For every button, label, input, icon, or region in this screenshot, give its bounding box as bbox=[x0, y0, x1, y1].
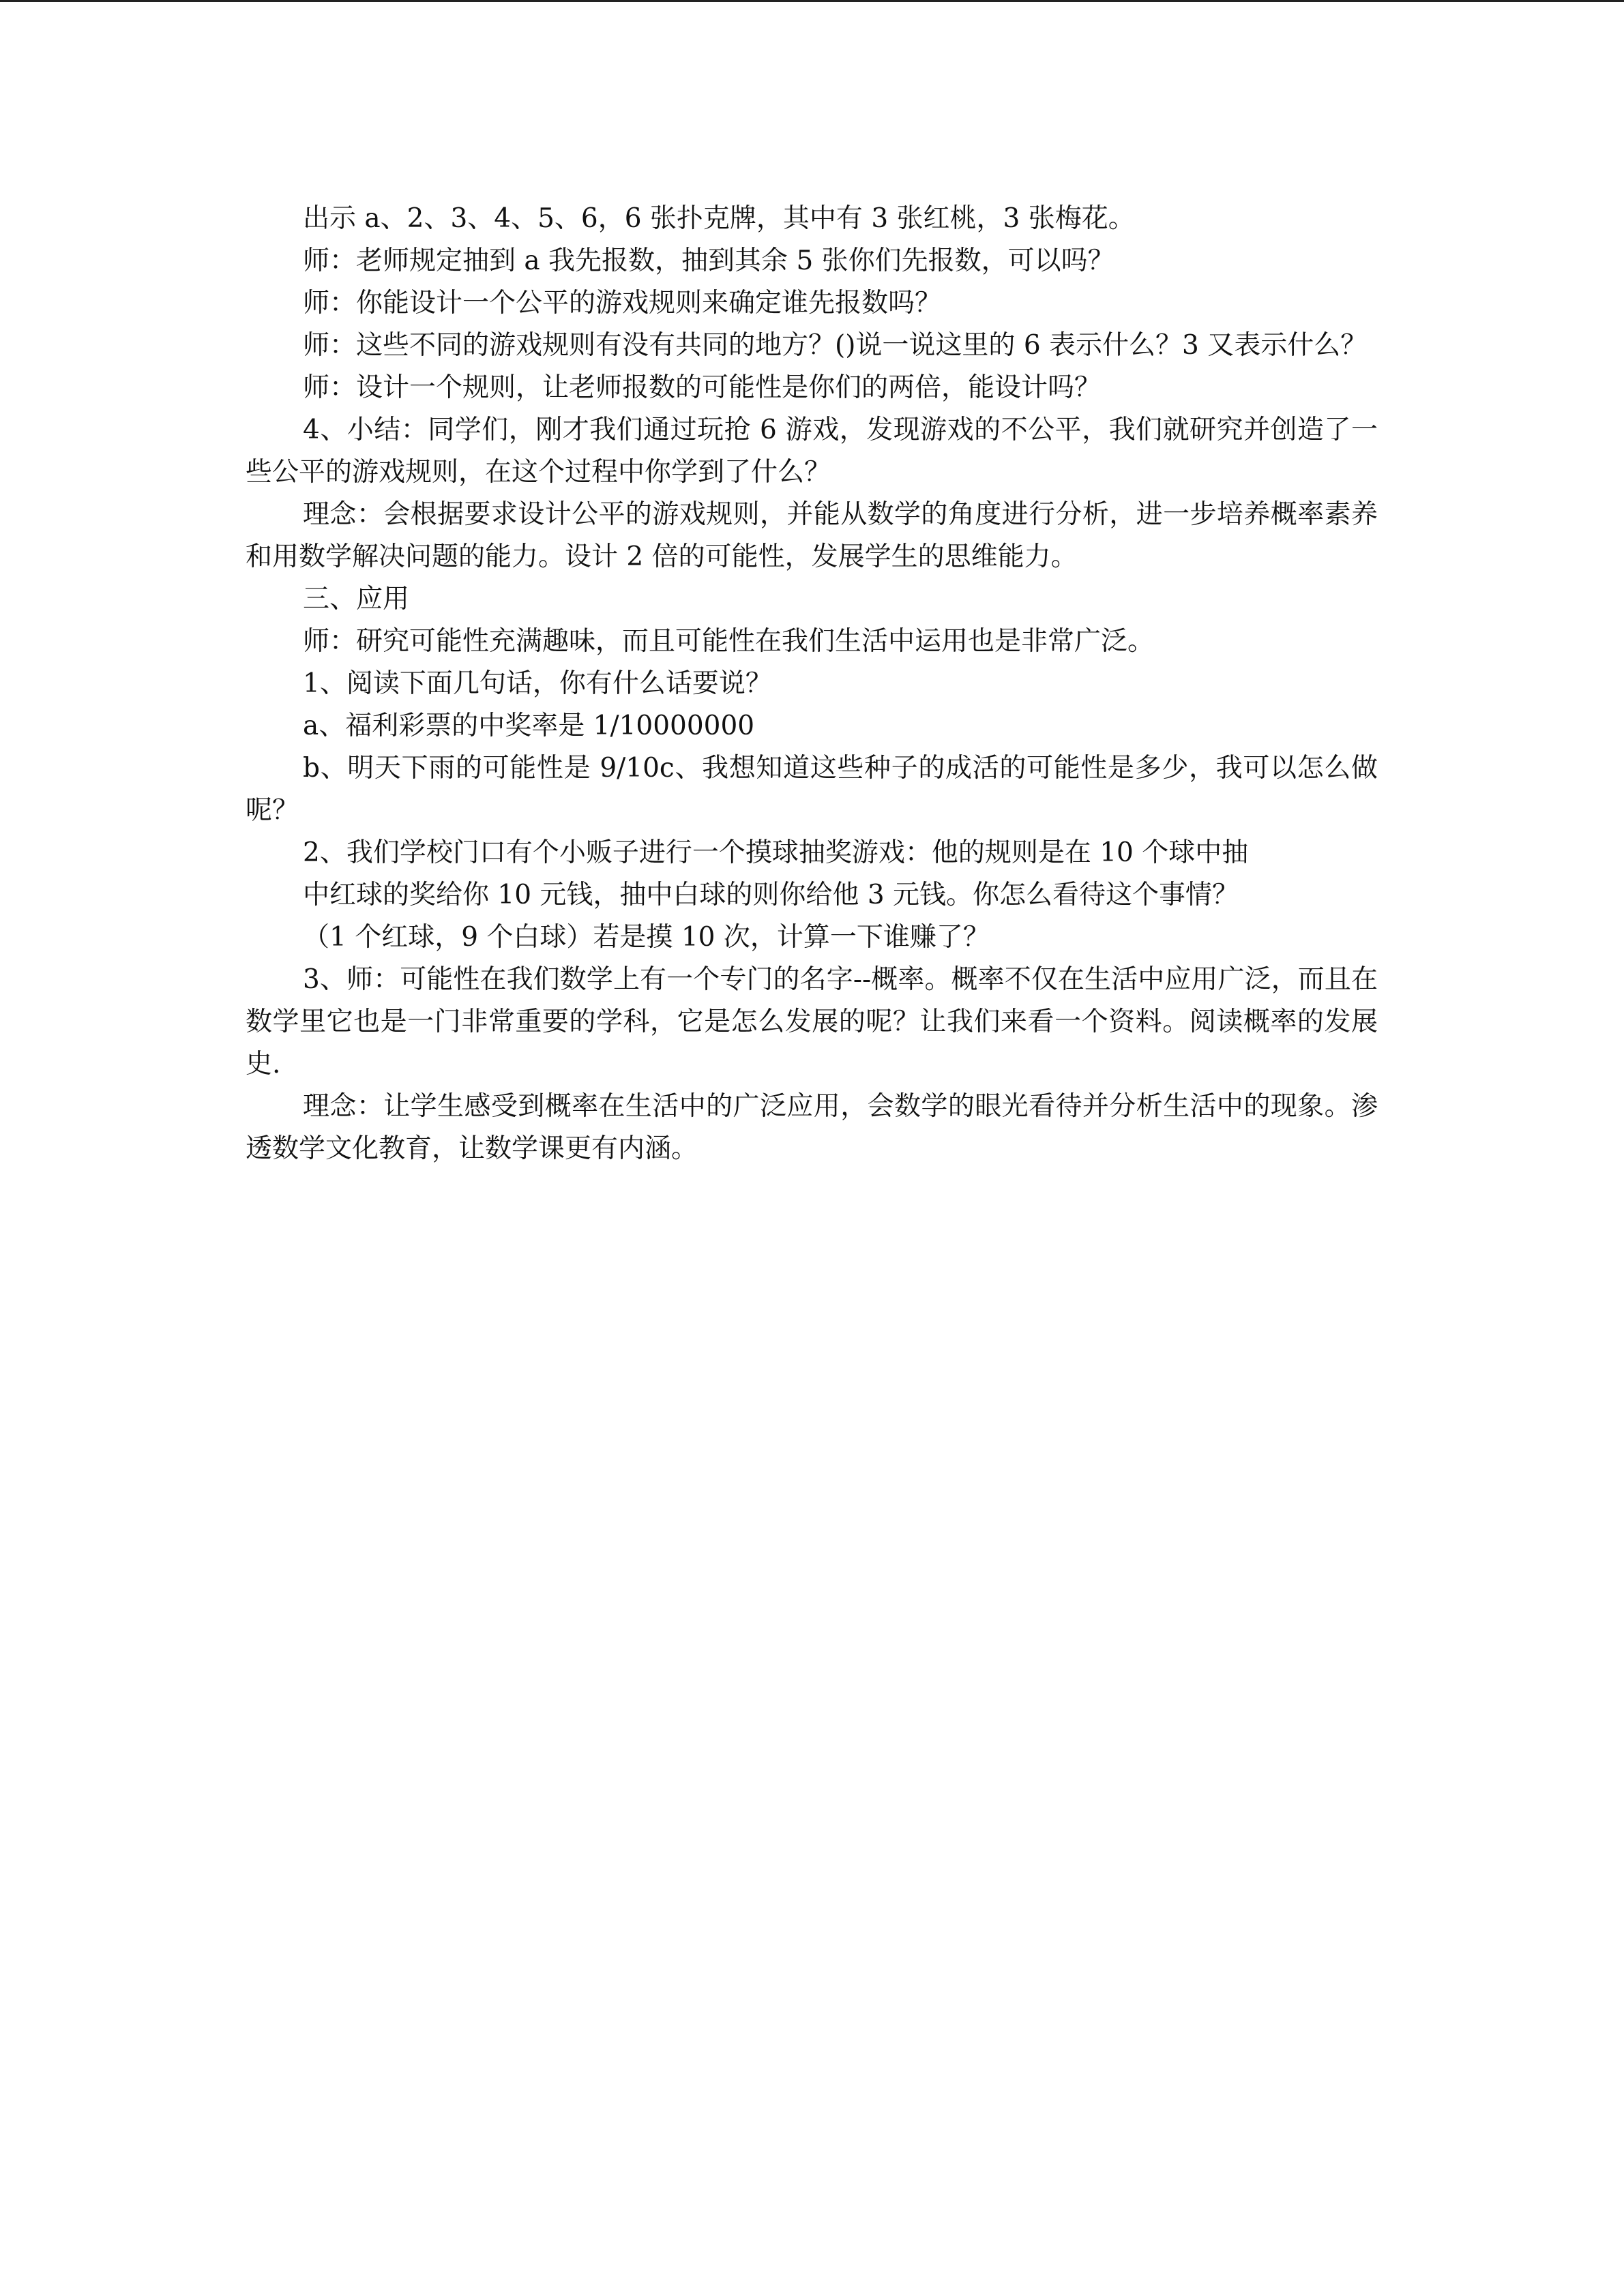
paragraph-teacher-double-rule: 师：设计一个规则，让老师报数的可能性是你们的两倍，能设计吗？ bbox=[303, 372, 1102, 403]
paragraph-teacher-common-point: 师：这些不同的游戏规则有没有共同的地方？()说一说这里的 6 表示什么？3 又表示什么？ bbox=[303, 330, 1368, 361]
paragraph-teacher-application: 师：研究可能性充满趣味，而且可能性在我们生活中运用也是非常广泛。 bbox=[303, 626, 1155, 657]
paragraph-vendor-game-cont: 中红球的奖给你 10 元钱，抽中白球的则你给他 3 元钱。你怎么看待这个事情？ bbox=[303, 880, 1239, 910]
paragraph-reading-task: 1、阅读下面几句话，你有什么话要说？ bbox=[303, 668, 772, 699]
paragraph-teacher-fair-rule: 师：你能设计一个公平的游戏规则来确定谁先报数吗？ bbox=[303, 288, 942, 318]
paragraph-cards-intro: 出示 a、2、3、4、5、6，6 张扑克牌，其中有 3 张红桃，3 张梅花。 bbox=[303, 203, 1135, 234]
document-body bbox=[246, 198, 1378, 1170]
paragraph-concept-1: 理念：会根据要求设计公平的游戏规则，并能从数学的角度进行分析，进一步培养概率素养和用数学解决问题的能力。设计 2 倍的可能性，发展学生的思维能力。 bbox=[246, 499, 1378, 572]
paragraph-lottery: a、福利彩票的中奖率是 1/10000000 bbox=[303, 711, 755, 741]
section-heading-application: 三、应用 bbox=[303, 584, 410, 614]
paragraph-ball-count: （1 个红球，9 个白球）若是摸 10 次，计算一下谁赚了？ bbox=[303, 922, 990, 953]
paragraph-rain-seeds: b、明天下雨的可能性是 9/10c、我想知道这些种子的成活的可能性是多少，我可以怎么做呢？ bbox=[246, 753, 1378, 826]
paragraph-summary: 4、小结：同学们，刚才我们通过玩抢 6 游戏，发现游戏的不公平，我们就研究并创造了一些公平的游戏规则，在这个过程中你学到了什么？ bbox=[246, 415, 1378, 488]
paragraph-vendor-game: 2、我们学校门口有个小贩子进行一个摸球抽奖游戏：他的规则是在 10 个球中抽 bbox=[303, 837, 1249, 868]
page-top-border bbox=[0, 0, 1624, 2]
paragraph-teacher-rule-a: 师：老师规定抽到 a 我先报数，抽到其余 5 张你们先报数，可以吗？ bbox=[303, 245, 1114, 276]
paragraph-concept-2: 理念：让学生感受到概率在生活中的广泛应用，会数学的眼光看待并分析生活中的现象。渗透数学文化教育，让数学课更有内涵。 bbox=[246, 1091, 1378, 1164]
paragraph-probability-history: 3、师：可能性在我们数学上有一个专门的名字--概率。概率不仅在生活中应用广泛，而且在数学里它也是一门非常重要的学科，它是怎么发展的呢？让我们来看一个资料。阅读概率的发展史. bbox=[246, 964, 1378, 1079]
